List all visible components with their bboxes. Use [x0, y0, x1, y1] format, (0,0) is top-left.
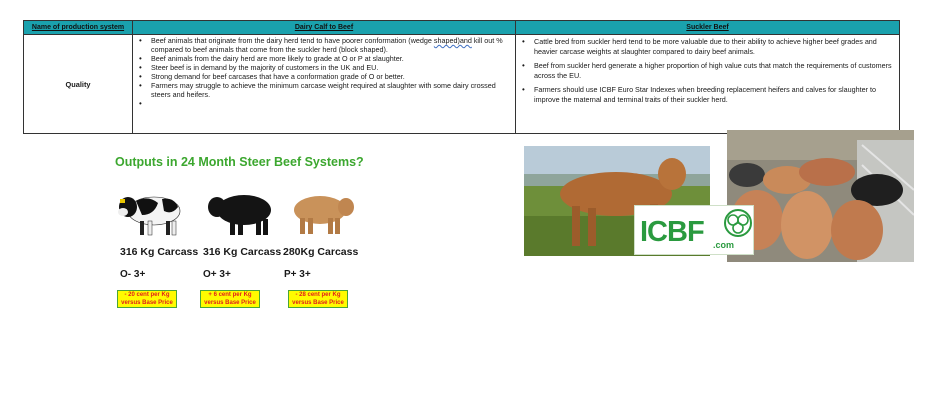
header-suckler-beef: Suckler Beef [516, 21, 900, 35]
infographic-title: Outputs in 24 Month Steer Beef Systems? [115, 155, 364, 169]
carcass-weight-2: 316 Kg Carcass [203, 246, 282, 258]
table-header-row [24, 21, 900, 35]
suckler-bullet: • Beef from suckler herd generate a higher proportion of high value cuts that match the requirements of customers across the EU. [534, 61, 895, 80]
cattle-herd-photo [727, 130, 914, 262]
spellcheck-underline: shaped)and [433, 36, 472, 45]
grade-2: O+ 3+ [203, 269, 231, 280]
suckler-bullet: • Farmers should use ICBF Euro Star Indexes when breeding replacement heifers and calves for slaughter to improve the maternal and terminal traits of their suckler herd. [534, 85, 895, 104]
icbf-logo [634, 205, 754, 255]
row-label-quality: Quality [24, 35, 133, 134]
comparison-table [23, 20, 900, 134]
grade-3: P+ 3+ [284, 269, 311, 280]
price-line-2: versus Base Price [121, 299, 173, 306]
dairy-bullet: • Strong demand for beef carcases that have a conformation grade of O or better. [151, 73, 511, 82]
black-angus-steer-icon [204, 185, 276, 237]
holstein-steer-icon [114, 185, 186, 237]
dairy-bullet: • Steer beef is in demand by the majority of customers in the UK and EU. [151, 64, 511, 73]
table-row-quality [24, 35, 900, 134]
carcass-weight-3: 280Kg Carcass [283, 246, 359, 258]
price-badge-2 [200, 290, 260, 308]
suckler-bullet: • Cattle bred from suckler herd tend to be more valuable due to their ability to achieve higher beef grades and heavier carcase weights at slaughter compared to dairy beef animals. [534, 37, 895, 56]
price-line-2: versus Base Price [204, 299, 256, 306]
price-badge-1 [117, 290, 177, 308]
carcass-weight-1: 316 Kg Carcass [120, 246, 199, 258]
icbf-leaf-icon [723, 208, 753, 238]
suckler-bullet-list [520, 37, 895, 104]
price-line-2: versus Base Price [292, 299, 344, 306]
header-dairy-calf-to-beef: Dairy Calf to Beef [133, 21, 516, 35]
dairy-bullet: • Farmers may struggle to achieve the minimum carcase weight required at slaughter with some dairy crossed steers and heifers. [151, 82, 511, 99]
grade-1: O- 3+ [120, 269, 146, 280]
dairy-bullet: • Beef animals from the dairy herd are more likely to grade at O or P at slaughter. [151, 55, 511, 64]
price-line-1: - 20 cent per Kg [124, 292, 170, 298]
suckler-cell [516, 35, 900, 134]
price-badge-3 [288, 290, 348, 308]
dairy-cell [133, 35, 516, 134]
brown-steer-icon [284, 185, 356, 237]
icbf-logo-suffix: .com [713, 240, 735, 250]
price-line-1: + 6 cent per Kg [208, 292, 252, 298]
header-production-system: Name of production system [24, 21, 133, 35]
price-line-1: - 28 cent per Kg [295, 292, 341, 298]
dairy-bullet-list [137, 37, 511, 99]
icbf-logo-text: ICBF [640, 216, 704, 248]
dairy-bullet: • Beef animals that originate from the dairy herd tend to have poorer conformation (wedge shaped)and kill out % compared to beef animals that come from the suckler herd (block shaped). [151, 37, 511, 54]
